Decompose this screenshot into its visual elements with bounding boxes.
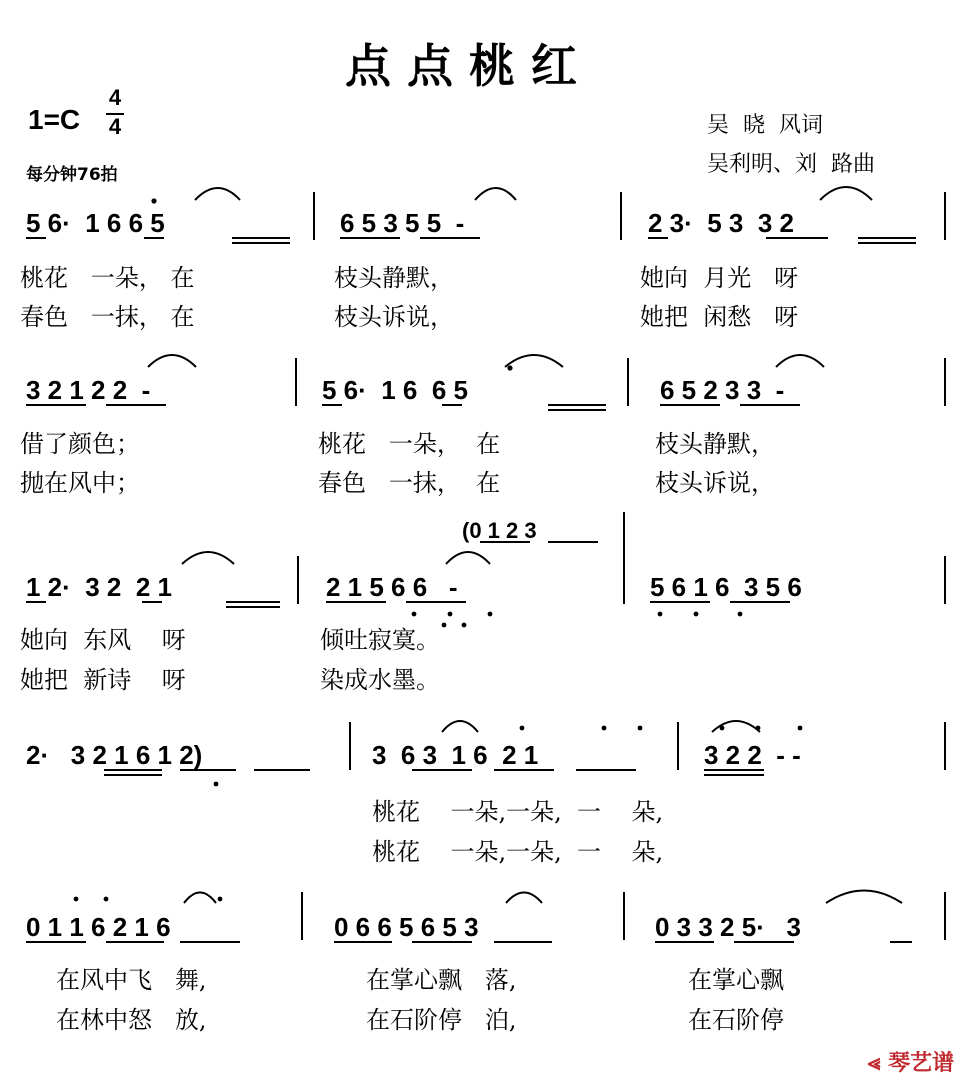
measure-1-notes: 5 6· 1 6 6 5 bbox=[26, 208, 165, 238]
slur bbox=[820, 187, 872, 200]
lyric-line-1-verse-1-b: 枝头静默， bbox=[334, 264, 454, 292]
lyric-line-1-verse-1-a: 桃花 一朵， 在 bbox=[20, 264, 195, 292]
lyric-line-4-verse-1: 桃花 一朵,一朵, 一 朵, bbox=[372, 798, 664, 826]
song-title: 点点桃红 bbox=[345, 39, 593, 93]
lyric-line-5-verse-1-b: 在掌心飘 落, bbox=[366, 966, 517, 994]
measure-10-notes: 2· 3 2 1 6 1 2) bbox=[26, 740, 203, 770]
slur bbox=[195, 188, 240, 200]
slur bbox=[446, 552, 490, 564]
lyric-line-2-verse-1-a: 借了颜色； bbox=[20, 430, 140, 458]
slur bbox=[826, 891, 902, 904]
lyric-line-5-verse-1-a: 在风中飞 舞, bbox=[56, 966, 207, 994]
measure-12-notes: 3 2 2 - - bbox=[704, 740, 801, 770]
intro-bracket-notes: (0 1 2 3 bbox=[462, 518, 537, 543]
measure-6-notes: 6 5 2 3 3 - bbox=[660, 375, 785, 405]
lyric-line-5-verse-2-c: 在石阶停 bbox=[688, 1006, 784, 1034]
lyric-line-3-verse-1-b: 倾吐寂寞。 bbox=[320, 626, 440, 654]
lyric-line-1-verse-1-c: 她向 月光 呀 bbox=[640, 264, 799, 292]
lyric-line-2-verse-2-a: 抛在风中； bbox=[20, 469, 140, 497]
lyric-line-5-verse-2-b: 在石阶停 泊, bbox=[366, 1006, 517, 1034]
key-signature: 1=C bbox=[28, 104, 81, 135]
slur bbox=[776, 355, 824, 367]
tempo-marking: 每分钟76拍 bbox=[26, 165, 118, 185]
measure-7-notes: 1 2· 3 2 2 1 bbox=[26, 572, 172, 602]
measure-13-notes: 0 1 1 6 2 1 6 bbox=[26, 912, 171, 942]
measure-9-notes: 5 6 1 6 3 5 6 bbox=[650, 572, 802, 602]
logo-icon: ⪡ bbox=[868, 1051, 881, 1076]
measure-3-notes: 2 3· 5 3 3 2 bbox=[648, 208, 794, 238]
lyric-line-3-verse-1-a: 她向 东风 呀 bbox=[20, 626, 186, 654]
lyric-line-2-verse-2-b: 春色 一抹， 在 bbox=[318, 469, 501, 497]
measure-11-notes: 3 6 3 1 6 2 1 bbox=[372, 740, 539, 770]
measure-14-notes: 0 6 6 5 6 5 3 bbox=[334, 912, 479, 942]
lyric-line-3-verse-2-a: 她把 新诗 呀 bbox=[20, 666, 186, 694]
slur bbox=[712, 721, 760, 732]
lyric-line-2-verse-1-c: 枝头静默， bbox=[655, 430, 775, 458]
measure-15-notes: 0 3 3 2 5· 3 bbox=[655, 912, 801, 942]
time-signature-bottom: 4 bbox=[108, 114, 122, 139]
slur bbox=[506, 893, 542, 904]
slur bbox=[184, 893, 216, 904]
slur bbox=[475, 188, 516, 200]
lyric-line-1-verse-2-a: 春色 一抹， 在 bbox=[20, 303, 195, 331]
time-signature-top: 4 bbox=[108, 85, 122, 110]
lyricist-credit: 吴 晓 风词 bbox=[707, 113, 823, 138]
lyric-line-2-verse-1-b: 桃花 一朵， 在 bbox=[318, 430, 501, 458]
measure-2-notes: 6 5 3 5 5 - bbox=[340, 208, 465, 238]
lyric-line-5-verse-2-a: 在林中怒 放, bbox=[56, 1006, 207, 1034]
slur bbox=[182, 552, 234, 564]
lyric-line-2-verse-2-c: 枝头诉说， bbox=[655, 469, 775, 497]
measure-4-notes: 3 2 1 2 2 - bbox=[26, 375, 151, 405]
lyric-line-4-verse-2: 桃花 一朵,一朵, 一 朵, bbox=[372, 838, 664, 866]
lyric-line-1-verse-2-c: 她把 闲愁 呀 bbox=[640, 303, 799, 331]
slur bbox=[148, 355, 196, 367]
logo-text: 琴艺谱 bbox=[888, 1051, 955, 1076]
slur bbox=[505, 355, 563, 367]
measure-8-notes: 2 1 5 6 6 - bbox=[326, 572, 458, 602]
slur bbox=[442, 721, 478, 732]
composer-credit: 吴利明、刘 路曲 bbox=[707, 152, 875, 177]
lyric-line-5-verse-1-c: 在掌心飘 bbox=[688, 966, 784, 994]
measure-5-notes: 5 6· 1 6 6 5 bbox=[322, 375, 468, 405]
lyric-line-1-verse-2-b: 枝头诉说， bbox=[334, 303, 454, 331]
lyric-line-3-verse-2-b: 染成水墨。 bbox=[320, 666, 440, 694]
